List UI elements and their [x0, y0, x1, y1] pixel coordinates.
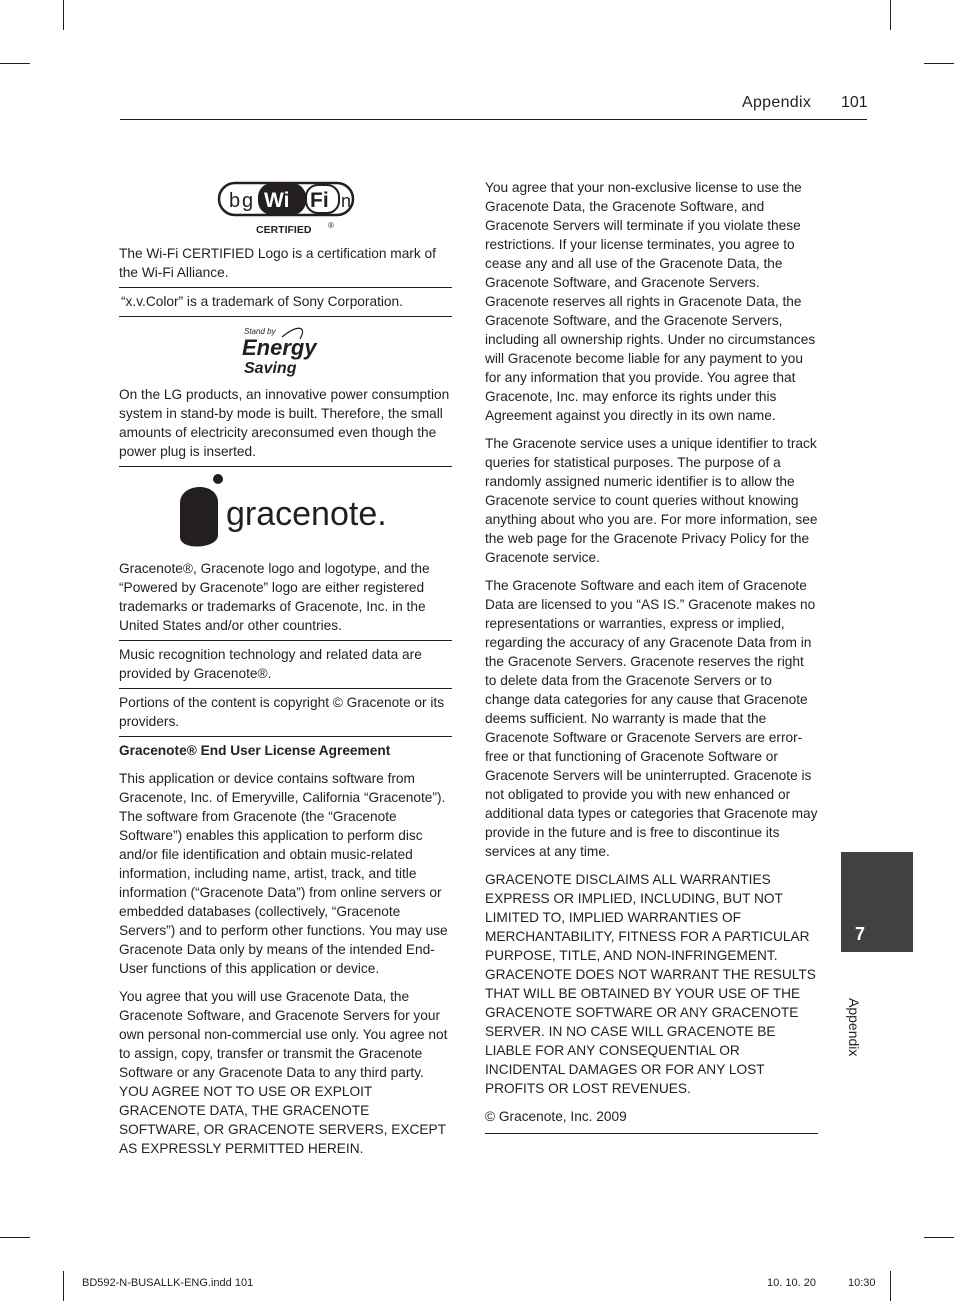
energy-saving-logo [240, 323, 332, 377]
gracenote-logo-wordmark: gracenote. [225, 495, 387, 533]
crop-mark [63, 1271, 64, 1301]
left-column [119, 178, 452, 1163]
xvcolor-note: “x.v.Color” is a trademark of Sony Corporation. [119, 288, 452, 317]
chapter-number: 7 [855, 924, 866, 944]
eula-paragraph-5: The Gracenote Software and each item of Gracenote Data are licensed to you “AS IS.” Gracenote makes no representations or warranties, express or implied, regarding the accuracy of any Gracenote Data from in the Gracenote Servers. Gracenote reserves the right to delete data from the Gracenote Servers or to change data categories for any cause that Gracenote deems sufficient. No warranty is made that the Gracenote Software or Gracenote Servers are error-free or that functioning of Gracenote Software or Gracenote Servers will be uninterrupted. Gracenote is not obligated to provide you with new enhanced or additional data types or categories that Gracenote may provide in the future and is free to discontinue its services at any time. [485, 578, 818, 859]
page-number: 101 [841, 94, 868, 111]
footer-date: 10. 10. 20 [767, 1277, 816, 1289]
wifi-note: The Wi-Fi CERTIFIED Logo is a certification mark of the Wi-Fi Alliance. [119, 240, 452, 288]
wifi-logo-certified: CERTIFIED [255, 224, 311, 236]
wifi-logo-g: g [241, 190, 253, 212]
music-recognition-note: Music recognition technology and related data are provided by Gracenote®. [119, 641, 452, 689]
eula-disclaimer: GRACENOTE DISCLAIMS ALL WARRANTIES EXPRESS OR IMPLIED, INCLUDING, BUT NOT LIMITED TO, IMPLIED WARRANTIES OF MERCHANTABILITY, FITNESS FOR A PARTICULAR PURPOSE, TITLE, AND NON-INFRINGEMENT. GRACENOTE DOES NOT WARRANT THE RESULTS THAT WILL BE OBTAINED BY YOUR USE OF THE GRACENOTE SOFTWARE OR ANY GRACENOTE SERVER. IN NO CASE WILL GRACENOTE BE LIABLE FOR ANY CONSEQUENTIAL OR INCIDENTAL DAMAGES OR FOR ANY LOST PROFITS OR LOST REVENUES. [485, 872, 816, 1096]
gracenote-trademark: Gracenote®, Gracenote logo and logotype, and the “Powered by Gracenote” logo are either registered trademarks or trademarks of Gracenote, Inc. in the United States and/or other countries. [119, 555, 452, 641]
eula-heading: Gracenote® End User License Agreement [119, 743, 391, 758]
energy-note: On the LG products, an innovative power consumption system in stand-by mode is built. Therefore, the small amounts of electricity areconsumed even though the power plug is inserted. [119, 381, 452, 467]
crop-mark [924, 63, 954, 64]
energy-logo-saving: Saving [243, 360, 296, 377]
eula-paragraph-1: This application or device contains software from Gracenote, Inc. of Emeryville, California “Gracenote”). The software from Gracenote (the “Gracenote Software”) enables this application to perform disc and/or file identification and obtain music-related information, including name, artist, track, and title information (“Gracenote Data”) from online servers or embedded databases (collectively, “Gracenote Servers”) and to perform other functions. You may use Gracenote Data only by means of the intended End-User functions of this application or device. [119, 771, 448, 976]
wifi-logo-n: n [340, 191, 351, 211]
wifi-logo-fi: Fi [309, 189, 329, 212]
crop-mark [924, 1237, 954, 1238]
chapter-tab [841, 852, 913, 952]
energy-logo-energy: Energy [241, 335, 317, 360]
crop-mark [890, 1271, 891, 1301]
gracenote-copyright: © Gracenote, Inc. 2009 [485, 1103, 818, 1134]
crop-mark [0, 63, 30, 64]
energy-logo-standby: Stand by [243, 327, 276, 336]
eula-paragraph-4: The Gracenote service uses a unique identifier to track queries for statistical purposes. The purpose of a randomly assigned numeric identifier is to allow the Gracenote service to count queries without knowing anything about who you are. For more information, see the web page for the Gracenote Privacy Policy for the Gracenote service. [485, 436, 818, 565]
footer-filename: BD592-N-BUSALLK-ENG.indd 101 [82, 1277, 254, 1289]
header-section-title: Appendix [742, 94, 812, 111]
wifi-logo-reg: ® [327, 221, 334, 230]
wifi-logo-wi: Wi [263, 189, 289, 212]
gracenote-logo [170, 473, 402, 551]
eula-paragraph-3: You agree that your non-exclusive license to use the Gracenote Data, the Gracenote Software, and Gracenote Servers will terminate if you violate these restrictions. If your license terminates, you agree to cease any and all use of the Gracenote Data, the Gracenote Software, and Gracenote Servers. Gracenote reserves all rights in Gracenote Data, the Gracenote Software, and the Gracenote Servers, including all ownership rights. Under no circumstances will Gracenote become liable for any payment to you for any information that you provide. You agree that Gracenote, Inc. may enforce its rights under this Agreement against you directly in its own name. [485, 180, 816, 423]
copyright-portions-note: Portions of the content is copyright © Gracenote or its providers. [119, 689, 452, 737]
wifi-logo-b: b [228, 190, 240, 212]
eula-paragraph-2: You agree that you will use Gracenote Data, the Gracenote Software, and Gracenote Servers for your own personal non-commercial use only. You agree not to assign, copy, transfer or transmit the Gracenote Software or any Gracenote Data to any third party. YOU AGREE NOT TO USE OR EXPLOIT GRACENOTE DATA, THE GRACENOTE SOFTWARE, OR GRACENOTE SERVERS, EXCEPT AS EXPRESSLY PERMITTED HEREIN. [119, 989, 448, 1156]
footer-time: 10:30 [848, 1277, 876, 1289]
wifi-certified-logo [211, 178, 361, 240]
chapter-label: Appendix [846, 998, 862, 1057]
gracenote-logo-symbol [180, 487, 218, 547]
crop-mark [890, 0, 891, 30]
gracenote-logo-dot [213, 474, 223, 484]
header-rule [120, 119, 867, 120]
crop-mark [0, 1237, 30, 1238]
right-column [485, 178, 818, 1134]
crop-mark [63, 0, 64, 30]
